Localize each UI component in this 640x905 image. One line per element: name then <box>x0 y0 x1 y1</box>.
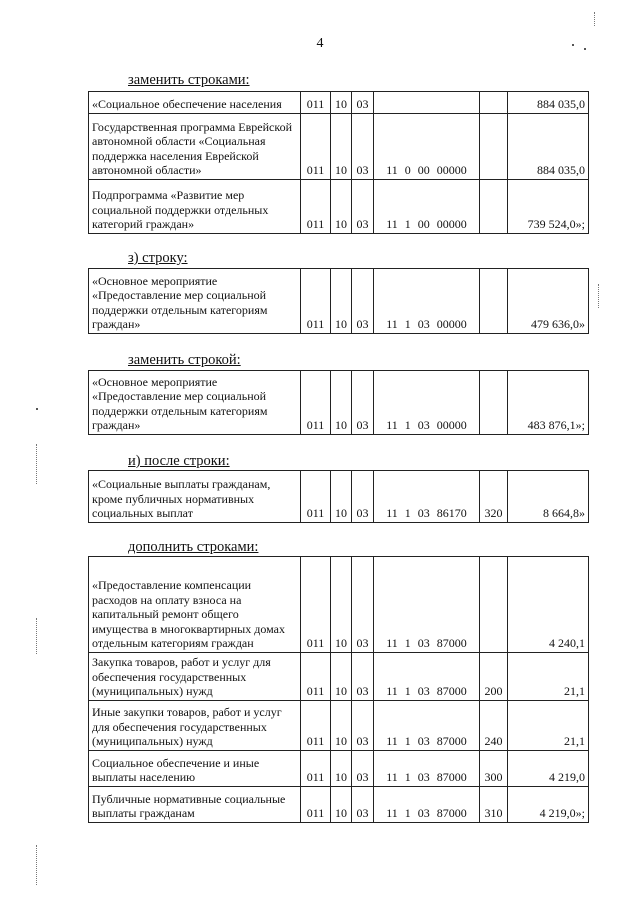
row-code-vr: 200 <box>480 653 508 701</box>
row-sum: 884 035,0 <box>508 114 589 180</box>
row-code-pr: 03 <box>352 653 374 701</box>
row-code-gr: 011 <box>301 371 331 435</box>
table-row <box>89 371 589 435</box>
scan-edge-mark <box>36 618 37 654</box>
row-code-gr: 011 <box>301 269 331 334</box>
row-code-csr: 11 0 00 00000 <box>374 114 480 180</box>
section-heading: заменить строками: <box>128 72 250 88</box>
row-code-vr: 240 <box>480 701 508 751</box>
row-code-rz: 10 <box>331 751 352 787</box>
scan-edge-mark <box>598 284 599 308</box>
row-code-rz: 10 <box>331 180 352 234</box>
row-code-pr: 03 <box>352 92 374 114</box>
row-sum: 21,1 <box>508 653 589 701</box>
row-code-gr: 011 <box>301 92 331 114</box>
row-code-vr <box>480 269 508 334</box>
row-code-csr: 11 1 03 87000 <box>374 557 480 653</box>
row-name: Иные закупки товаров, работ и услуг для обеспечения государственных (муниципальных) нужд <box>89 701 301 751</box>
section-heading: заменить строкой: <box>128 352 241 368</box>
row-name: «Социальные выплаты гражданам, кроме публичных нормативных социальных выплат <box>89 471 301 523</box>
row-code-pr: 03 <box>352 269 374 334</box>
table-row <box>89 751 589 787</box>
row-code-csr <box>374 92 480 114</box>
table-row <box>89 701 589 751</box>
row-code-vr <box>480 557 508 653</box>
scan-edge-mark <box>594 12 595 26</box>
row-name: Подпрограмма «Развитие мер социальной поддержки отдельных категорий граждан» <box>89 180 301 234</box>
row-code-pr: 03 <box>352 701 374 751</box>
row-name: Социальное обеспечение и иные выплаты населению <box>89 751 301 787</box>
row-sum: 4 219,0 <box>508 751 589 787</box>
table-row <box>89 114 589 180</box>
row-code-pr: 03 <box>352 787 374 823</box>
row-code-csr: 11 1 03 87000 <box>374 701 480 751</box>
budget-table <box>88 91 589 234</box>
row-code-gr: 011 <box>301 557 331 653</box>
budget-table <box>88 268 589 334</box>
row-code-rz: 10 <box>331 557 352 653</box>
row-code-csr: 11 1 03 87000 <box>374 653 480 701</box>
row-code-rz: 10 <box>331 701 352 751</box>
row-code-csr: 11 1 03 00000 <box>374 371 480 435</box>
page-number: 4 <box>316 36 324 51</box>
row-code-pr: 03 <box>352 114 374 180</box>
row-name: «Основное мероприятие «Предоставление мер социальной поддержки отдельным категориям граждан» <box>89 269 301 334</box>
section-heading: и) после строки: <box>128 453 230 469</box>
row-code-vr <box>480 114 508 180</box>
budget-table <box>88 370 589 435</box>
row-code-rz: 10 <box>331 471 352 523</box>
row-name: «Предоставление компенсации расходов на оплату взноса на капитальный ремонт общего имущества в многоквартирных домах отдельным категориям граждан <box>89 557 301 653</box>
row-code-gr: 011 <box>301 751 331 787</box>
row-code-rz: 10 <box>331 92 352 114</box>
row-code-csr: 11 1 03 87000 <box>374 787 480 823</box>
table-row <box>89 92 589 114</box>
section-heading: з) строку: <box>128 250 188 266</box>
row-code-pr: 03 <box>352 557 374 653</box>
row-sum: 4 219,0»; <box>508 787 589 823</box>
section-heading: дополнить строками: <box>128 539 259 555</box>
row-code-rz: 10 <box>331 371 352 435</box>
scan-edge-mark <box>36 444 37 484</box>
table-row <box>89 269 589 334</box>
row-sum: 884 035,0 <box>508 92 589 114</box>
row-code-rz: 10 <box>331 114 352 180</box>
table-row <box>89 180 589 234</box>
budget-table <box>88 470 589 523</box>
row-code-gr: 011 <box>301 787 331 823</box>
scan-dot <box>572 44 574 46</box>
row-code-gr: 011 <box>301 471 331 523</box>
scan-dot <box>36 408 38 410</box>
row-code-csr: 11 1 03 86170 <box>374 471 480 523</box>
table-row <box>89 557 589 653</box>
row-code-gr: 011 <box>301 701 331 751</box>
row-sum: 4 240,1 <box>508 557 589 653</box>
row-code-vr <box>480 92 508 114</box>
table-row <box>89 787 589 823</box>
table-row <box>89 471 589 523</box>
scan-dot <box>584 48 586 50</box>
row-sum: 483 876,1»; <box>508 371 589 435</box>
row-code-csr: 11 1 03 87000 <box>374 751 480 787</box>
row-code-rz: 10 <box>331 269 352 334</box>
row-code-gr: 011 <box>301 653 331 701</box>
row-name: «Социальное обеспечение населения <box>89 92 301 114</box>
row-sum: 739 524,0»; <box>508 180 589 234</box>
table-row <box>89 653 589 701</box>
row-code-vr <box>480 371 508 435</box>
row-code-pr: 03 <box>352 180 374 234</box>
row-code-pr: 03 <box>352 751 374 787</box>
row-code-pr: 03 <box>352 371 374 435</box>
row-code-gr: 011 <box>301 114 331 180</box>
row-code-vr <box>480 180 508 234</box>
row-code-pr: 03 <box>352 471 374 523</box>
row-code-csr: 11 1 00 00000 <box>374 180 480 234</box>
row-code-vr: 310 <box>480 787 508 823</box>
scan-edge-mark <box>36 845 37 885</box>
row-code-rz: 10 <box>331 787 352 823</box>
row-code-vr: 320 <box>480 471 508 523</box>
row-name: Государственная программа Еврейской автономной области «Социальная поддержка населения Еврейской автономной области» <box>89 114 301 180</box>
row-code-gr: 011 <box>301 180 331 234</box>
row-sum: 21,1 <box>508 701 589 751</box>
row-sum: 8 664,8» <box>508 471 589 523</box>
row-sum: 479 636,0» <box>508 269 589 334</box>
row-name: Закупка товаров, работ и услуг для обеспечения государственных (муниципальных) нужд <box>89 653 301 701</box>
row-code-csr: 11 1 03 00000 <box>374 269 480 334</box>
row-code-rz: 10 <box>331 653 352 701</box>
row-code-vr: 300 <box>480 751 508 787</box>
row-name: «Основное мероприятие «Предоставление мер социальной поддержки отдельным категориям граждан» <box>89 371 301 435</box>
budget-table <box>88 556 589 823</box>
row-name: Публичные нормативные социальные выплаты гражданам <box>89 787 301 823</box>
